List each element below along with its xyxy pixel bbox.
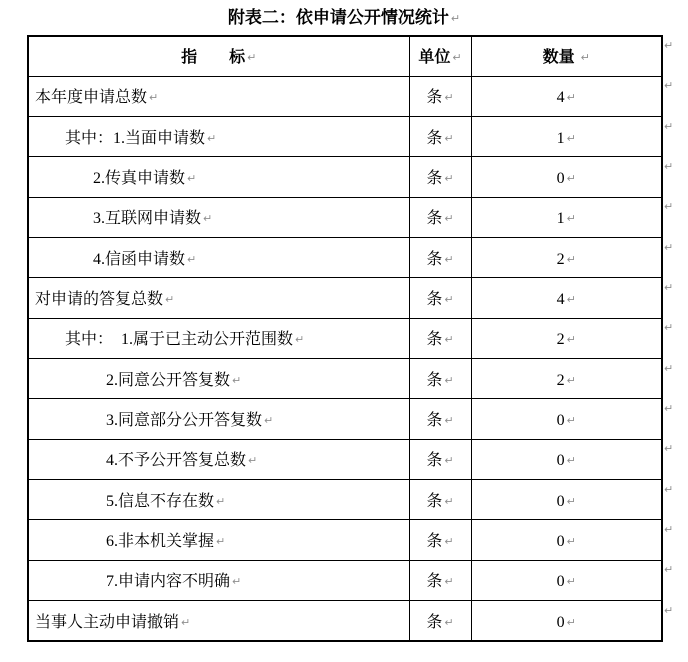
unit-label: 条: [426, 210, 443, 228]
end-of-cell-mark: ↵: [149, 91, 159, 105]
end-of-cell-mark: ↵: [264, 414, 274, 428]
indicator-cell: [28, 157, 409, 197]
end-of-row-mark: ↵: [664, 159, 674, 173]
indicator-label: 4.不予公开答复总数: [106, 452, 247, 470]
header-row: [28, 36, 662, 76]
unit-cell: [409, 76, 471, 116]
unit-cell: [409, 117, 471, 157]
quantity-cell: [471, 197, 662, 237]
page-title: 附表二：依申请公开情况统计: [227, 8, 449, 27]
row-marks-rail: [664, 34, 686, 644]
end-of-cell-mark: ↵: [216, 535, 226, 549]
table-row: [28, 480, 662, 520]
end-of-cell-mark: ↵: [165, 293, 175, 307]
unit-label: 条: [426, 492, 443, 510]
quantity-cell: [471, 76, 662, 116]
end-of-row-mark: ↵: [664, 39, 674, 52]
indicator-cell: [28, 439, 409, 479]
end-of-cell-mark: ↵: [444, 414, 454, 428]
end-of-cell-mark: ↵: [444, 575, 454, 589]
indicator-label: 4.信函申请数: [93, 250, 186, 268]
end-of-cell-mark: ↵: [566, 414, 576, 428]
indicator-cell: [28, 560, 409, 600]
end-of-cell-mark: ↵: [566, 575, 576, 589]
end-of-cell-mark: ↵: [566, 373, 576, 387]
end-of-row-mark: ↵: [664, 280, 674, 294]
unit-label: 条: [426, 371, 443, 389]
table-row: [28, 601, 662, 641]
end-of-cell-mark: ↵: [444, 91, 454, 105]
end-of-row-mark: ↵: [664, 240, 674, 254]
quantity-cell: [471, 480, 662, 520]
end-of-row-mark: ↵: [664, 522, 674, 536]
end-of-cell-mark: ↵: [566, 252, 576, 266]
quantity-cell: [471, 560, 662, 600]
quantity-value: 0: [556, 452, 565, 470]
table-row: [28, 76, 662, 116]
table-row: [28, 560, 662, 600]
quantity-value: 0: [556, 412, 565, 430]
indicator-cell: [28, 480, 409, 520]
end-of-cell-mark: ↵: [566, 172, 576, 186]
end-of-cell-mark: ↵: [580, 51, 590, 65]
unit-label: 条: [426, 613, 443, 631]
end-of-cell-mark: ↵: [566, 293, 576, 307]
paragraph-mark: ↵: [450, 12, 461, 25]
quantity-value: 0: [556, 492, 565, 510]
unit-label: 条: [426, 129, 443, 147]
end-of-cell-mark: ↵: [444, 172, 454, 186]
unit-cell: [409, 359, 471, 399]
unit-cell: [409, 520, 471, 560]
quantity-value: 0: [556, 613, 565, 631]
column-header-unit-label: 单位: [418, 49, 451, 67]
unit-cell: [409, 278, 471, 318]
end-of-cell-mark: ↵: [566, 212, 576, 226]
indicator-label: 当事人主动申请撤销: [35, 613, 180, 631]
quantity-value: 1: [556, 210, 565, 228]
quantity-cell: [471, 157, 662, 197]
quantity-cell: [471, 278, 662, 318]
quantity-cell: [471, 359, 662, 399]
quantity-cell: [471, 601, 662, 641]
end-of-cell-mark: ↵: [444, 373, 454, 387]
unit-cell: [409, 157, 471, 197]
end-of-cell-mark: ↵: [566, 91, 576, 105]
end-of-cell-mark: ↵: [566, 131, 576, 145]
column-header-quantity: [471, 36, 662, 76]
end-of-row-mark: ↵: [664, 563, 674, 577]
unit-cell: [409, 601, 471, 641]
quantity-cell: [471, 238, 662, 278]
indicator-cell: [28, 278, 409, 318]
quantity-cell: [471, 318, 662, 358]
end-of-cell-mark: ↵: [181, 615, 191, 629]
end-of-cell-mark: ↵: [444, 212, 454, 226]
end-of-row-mark: ↵: [664, 603, 674, 617]
end-of-cell-mark: ↵: [216, 494, 226, 508]
unit-label: 条: [426, 533, 443, 551]
quantity-value: 4: [556, 291, 565, 309]
indicator-label: 2.同意公开答复数: [106, 371, 231, 389]
end-of-row-mark: ↵: [664, 401, 674, 415]
end-of-row-mark: ↵: [664, 119, 674, 133]
indicator-label: 本年度申请总数: [35, 89, 148, 107]
indicator-label: 3.互联网申请数: [93, 210, 202, 228]
quantity-value: 0: [556, 533, 565, 551]
unit-label: 条: [426, 250, 443, 268]
unit-label: 条: [426, 89, 443, 107]
unit-label: 条: [426, 452, 443, 470]
unit-cell: [409, 318, 471, 358]
quantity-cell: [471, 439, 662, 479]
table-body: [28, 76, 662, 641]
indicator-cell: [28, 318, 409, 358]
indicator-label: 3.同意部分公开答复数: [106, 412, 263, 430]
indicator-label: 对申请的答复总数: [35, 291, 164, 309]
end-of-cell-mark: ↵: [566, 615, 576, 629]
quantity-value: 2: [556, 371, 565, 389]
indicator-cell: [28, 197, 409, 237]
unit-cell: [409, 480, 471, 520]
table-row: [28, 439, 662, 479]
table-row: [28, 238, 662, 278]
indicator-cell: [28, 238, 409, 278]
indicator-label: 7.申请内容不明确: [106, 573, 231, 591]
unit-cell: [409, 197, 471, 237]
end-of-cell-mark: ↵: [295, 333, 305, 347]
end-of-cell-mark: ↵: [444, 131, 454, 145]
end-of-cell-mark: ↵: [566, 333, 576, 347]
table-row: [28, 520, 662, 560]
end-of-cell-mark: ↵: [452, 51, 462, 65]
indicator-cell: [28, 117, 409, 157]
indicator-cell: [28, 359, 409, 399]
unit-cell: [409, 560, 471, 600]
unit-label: 条: [426, 412, 443, 430]
table-row: [28, 117, 662, 157]
column-header-indicator-label: 指 标: [181, 49, 246, 67]
table-row: [28, 318, 662, 358]
end-of-cell-mark: ↵: [207, 131, 217, 145]
end-of-cell-mark: ↵: [444, 293, 454, 307]
end-of-cell-mark: ↵: [248, 454, 258, 468]
indicator-cell: [28, 520, 409, 560]
quantity-cell: [471, 117, 662, 157]
end-of-cell-mark: ↵: [232, 373, 242, 387]
quantity-cell: [471, 399, 662, 439]
end-of-cell-mark: ↵: [566, 454, 576, 468]
unit-label: 条: [426, 291, 443, 309]
quantity-value: 2: [556, 250, 565, 268]
end-of-cell-mark: ↵: [247, 51, 257, 65]
end-of-row-mark: ↵: [664, 482, 674, 496]
table-row: [28, 399, 662, 439]
page-title-line: [0, 0, 688, 30]
table-row: [28, 278, 662, 318]
end-of-cell-mark: ↵: [203, 212, 213, 226]
unit-label: 条: [426, 573, 443, 591]
quantity-value: 0: [556, 573, 565, 591]
table-row: [28, 359, 662, 399]
quantity-value: 1: [556, 129, 565, 147]
column-header-quantity-label: 数量: [542, 49, 575, 67]
indicator-label: 6.非本机关掌握: [106, 533, 215, 551]
unit-cell: [409, 399, 471, 439]
end-of-cell-mark: ↵: [566, 494, 576, 508]
end-of-cell-mark: ↵: [444, 494, 454, 508]
end-of-cell-mark: ↵: [187, 252, 197, 266]
quantity-value: 4: [556, 89, 565, 107]
unit-cell: [409, 439, 471, 479]
indicator-label: 其中： 1.属于已主动公开范围数: [65, 331, 294, 349]
indicator-label: 2.传真申请数: [93, 170, 186, 188]
column-header-unit: [409, 36, 471, 76]
end-of-cell-mark: ↵: [444, 333, 454, 347]
end-of-row-mark: ↵: [664, 442, 674, 456]
indicator-cell: [28, 601, 409, 641]
table-row: [28, 157, 662, 197]
end-of-cell-mark: ↵: [187, 172, 197, 186]
end-of-cell-mark: ↵: [566, 535, 576, 549]
indicator-cell: [28, 399, 409, 439]
table-row: [28, 197, 662, 237]
end-of-cell-mark: ↵: [444, 615, 454, 629]
end-of-row-mark: ↵: [664, 79, 674, 93]
indicator-cell: [28, 76, 409, 116]
end-of-cell-mark: ↵: [444, 454, 454, 468]
unit-label: 条: [426, 170, 443, 188]
indicator-label: 其中：1.当面申请数: [65, 129, 206, 147]
end-of-row-mark: ↵: [664, 200, 674, 214]
end-of-row-mark: ↵: [664, 361, 674, 375]
end-of-cell-mark: ↵: [444, 535, 454, 549]
end-of-row-mark: ↵: [664, 321, 674, 335]
indicator-label: 5.信息不存在数: [106, 492, 215, 510]
end-of-cell-mark: ↵: [232, 575, 242, 589]
statistics-table: [27, 35, 663, 642]
unit-label: 条: [426, 331, 443, 349]
quantity-value: 0: [556, 170, 565, 188]
end-of-cell-mark: ↵: [444, 252, 454, 266]
column-header-indicator: [28, 36, 409, 76]
quantity-value: 2: [556, 331, 565, 349]
unit-cell: [409, 238, 471, 278]
quantity-cell: [471, 520, 662, 560]
